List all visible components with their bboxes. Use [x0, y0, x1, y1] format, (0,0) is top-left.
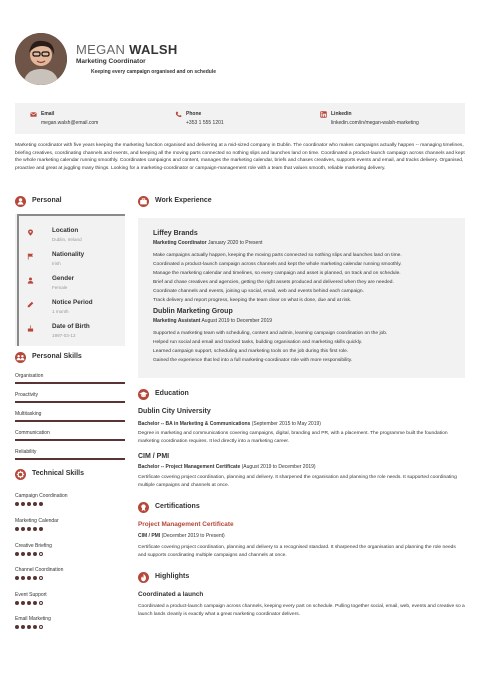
- profile-summary: Marketing coordinator with five years keeping the marketing function organised and delivering at a mid-sized company in Dublin. The coordinator who makes campaigns actually happen -- managing timelines, briefing creatives, coordinating channels and events, and keeping all the moving parts connected so nothing slips and launches land on time. Coordinated a product-launch campaign across channels and kept the whole marketing calendar running smoothly. Coordinates campaigns and content, manages the marketing calendar, briefs and chases creatives, supports events and email, and tracks delivery. Organised, proactive and great at juggling many things. Looking for a marketing-coordinator or campaign-management role with a team that values smooth, reliable marketing delivery.: [15, 143, 465, 171]
- rating-dot: [21, 527, 25, 531]
- rating-dot: [27, 576, 31, 580]
- technical-skill: Marketing Calendar: [15, 518, 125, 532]
- skill-rating: [15, 601, 125, 606]
- rating-dot: [33, 625, 37, 629]
- degree: Bachelor -- Project Management Certificate (August 2019 to December 2019): [138, 464, 316, 470]
- rating-dot: [27, 601, 31, 605]
- rating-dot: [27, 552, 31, 556]
- rating-dot: [15, 625, 19, 629]
- contact-bar: Email megan.walsh@email.com Phone +353 1 555 1201 Linkedin linkedin.com/in/megan-walsh-marketing: [15, 103, 465, 134]
- resume-header: [15, 33, 465, 89]
- skill-rating: [15, 527, 125, 532]
- rating-dot: [33, 601, 37, 605]
- rating-dot: [27, 625, 31, 629]
- skill-rating: [15, 502, 125, 507]
- personal-item-gender: Gender Female: [15, 272, 125, 296]
- technical-skill: Event Support: [15, 592, 125, 606]
- user-icon: [27, 277, 34, 284]
- skill-rating: [15, 625, 125, 630]
- degree: Bachelor -- BA in Marketing & Communications (September 2015 to May 2019): [138, 421, 321, 427]
- rating-dot: [27, 527, 31, 531]
- rating-dot: [33, 576, 37, 580]
- personal-info-panel: [15, 214, 125, 346]
- personal-item-location: Location Dublin, Ireland: [15, 224, 125, 248]
- rating-dot: [15, 576, 19, 580]
- technical-skill: Channel Coordination: [15, 567, 125, 581]
- rating-dot: [39, 527, 43, 531]
- rating-dot: [27, 502, 31, 506]
- rating-dot: [21, 625, 25, 629]
- job-title: Marketing Coordinator: [76, 58, 146, 65]
- envelope-icon: [30, 111, 37, 118]
- personal-item-nationality: Nationality Irish: [15, 248, 125, 272]
- certification-issuer: CIM / PMI (December 2019 to Present): [138, 533, 225, 539]
- highlight-title: Coordinated a launch: [138, 591, 204, 598]
- rating-dot: [15, 601, 19, 605]
- rating-dot: [39, 601, 43, 605]
- rating-dot: [33, 502, 37, 506]
- education-description: Certificate covering project coordination, planning and delivery. It sharpened the organisation and planning the role needs. It supported coordinating multiple campaigns and channels at once.: [138, 475, 457, 488]
- certification-description: Certificate covering project coordination, planning and delivery to a recognised standard. It sharpened the organisation and planning the role needs and supports coordinating multiple campaigns and channels at once.: [138, 545, 456, 558]
- personal-skill: Multitasking: [15, 411, 125, 422]
- technical-skill: Creative Briefing: [15, 543, 125, 557]
- job-role: Marketing Coordinator January 2020 to Present: [153, 240, 263, 246]
- rating-dot: [33, 552, 37, 556]
- certificate-icon: [138, 502, 149, 513]
- rating-dot: [33, 527, 37, 531]
- pen-icon: [27, 301, 34, 308]
- phone-icon: [175, 111, 182, 118]
- person-icon: [15, 196, 26, 207]
- email-value[interactable]: megan.walsh@email.com: [41, 120, 99, 126]
- personal-skill: Proactivity: [15, 392, 125, 403]
- job-role: Marketing Assistant August 2019 to December 2019: [153, 318, 273, 324]
- rating-dot: [15, 552, 19, 556]
- certification-title: Project Management Certificate: [138, 521, 234, 528]
- personal-skill: Communication: [15, 430, 125, 441]
- employer-name: Liffey Brands: [153, 230, 198, 237]
- map-pin-icon: [27, 229, 34, 236]
- tagline: Keeping every campaign organised and on schedule: [91, 69, 217, 75]
- rating-dot: [15, 502, 19, 506]
- personal-item-date-of-birth: Date of Birth 1997-03-12: [15, 320, 125, 344]
- skill-rating: [15, 576, 125, 581]
- education-description: Degree in marketing and communications covering campaigns, digital, branding and PR, with a placement. The programme built the foundation marketing coordination requires. It led directly into a marketing career.: [138, 431, 448, 444]
- rating-dot: [39, 552, 43, 556]
- linkedin-value[interactable]: linkedin.com/in/megan-walsh-marketing: [331, 120, 419, 126]
- rating-dot: [21, 576, 25, 580]
- rating-dot: [15, 527, 19, 531]
- school-name: CIM / PMI: [138, 453, 170, 460]
- linkedin-icon: [320, 111, 327, 118]
- graduation-cap-icon: [138, 389, 149, 400]
- rating-dot: [39, 576, 43, 580]
- personal-item-notice-period: Notice Period 1 month: [15, 296, 125, 320]
- team-icon: [15, 352, 26, 363]
- rating-dot: [21, 502, 25, 506]
- gear-icon: [15, 469, 26, 480]
- work-experience-panel: Liffey Brands Marketing Coordinator January 2020 to Present Make campaigns actually happen, keeping the moving parts connected so nothing slips and launches land on time. Coordinated a product-launch campaign across channels and kept the whole marketing calendar running smoothly. Manage the marketing calendar and timelines, so every campaign and asset is planned, on track and on schedule. Brief and chase creatives and agencies, getting the right assets produced and delivered when they are needed. Coordinate channels and events, joining up social, email, web and events behind each campaign. Track delivery and report progress, keeping the team clear on what is done, due and at risk. Dublin Marketing Group Marketing Assistant August 2019 to December 2019 Supported a marketing team with scheduling, content and admin, learning campaign coordination on the job. Helped run social and email and tracked tasks, building organisation and marketing skills quickly. Learned campaign support, scheduling and marketing tools on the job during this first role. Gained the experience that led into a full marketing-coordinator role with more responsibility.: [138, 218, 465, 378]
- rating-dot: [21, 601, 25, 605]
- full-name: MEGAN WALSH: [76, 42, 178, 57]
- cake-icon: [27, 325, 34, 332]
- phone-value[interactable]: +353 1 555 1201: [186, 120, 224, 126]
- technical-skill: Email Marketing: [15, 616, 125, 630]
- personal-skill: Reliability: [15, 449, 125, 460]
- rating-dot: [39, 625, 43, 629]
- flag-icon: [27, 253, 34, 260]
- school-name: Dublin City University: [138, 408, 211, 415]
- profile-photo: [15, 33, 67, 85]
- skill-rating: [15, 552, 125, 557]
- flame-icon: [138, 572, 149, 583]
- technical-skill: Campaign Coordination: [15, 493, 125, 507]
- employer-name: Dublin Marketing Group: [153, 308, 233, 315]
- rating-dot: [21, 552, 25, 556]
- highlight-description: Coordinated a product-launch campaign across channels, keeping every part on schedule. Pulling together social, email, web, events and creative so a launch lands cleanly is exactly what a great marketing coordinator delivers.: [138, 604, 465, 617]
- rating-dot: [39, 502, 43, 506]
- briefcase-icon: [138, 196, 149, 207]
- personal-skill: Organisation: [15, 373, 125, 384]
